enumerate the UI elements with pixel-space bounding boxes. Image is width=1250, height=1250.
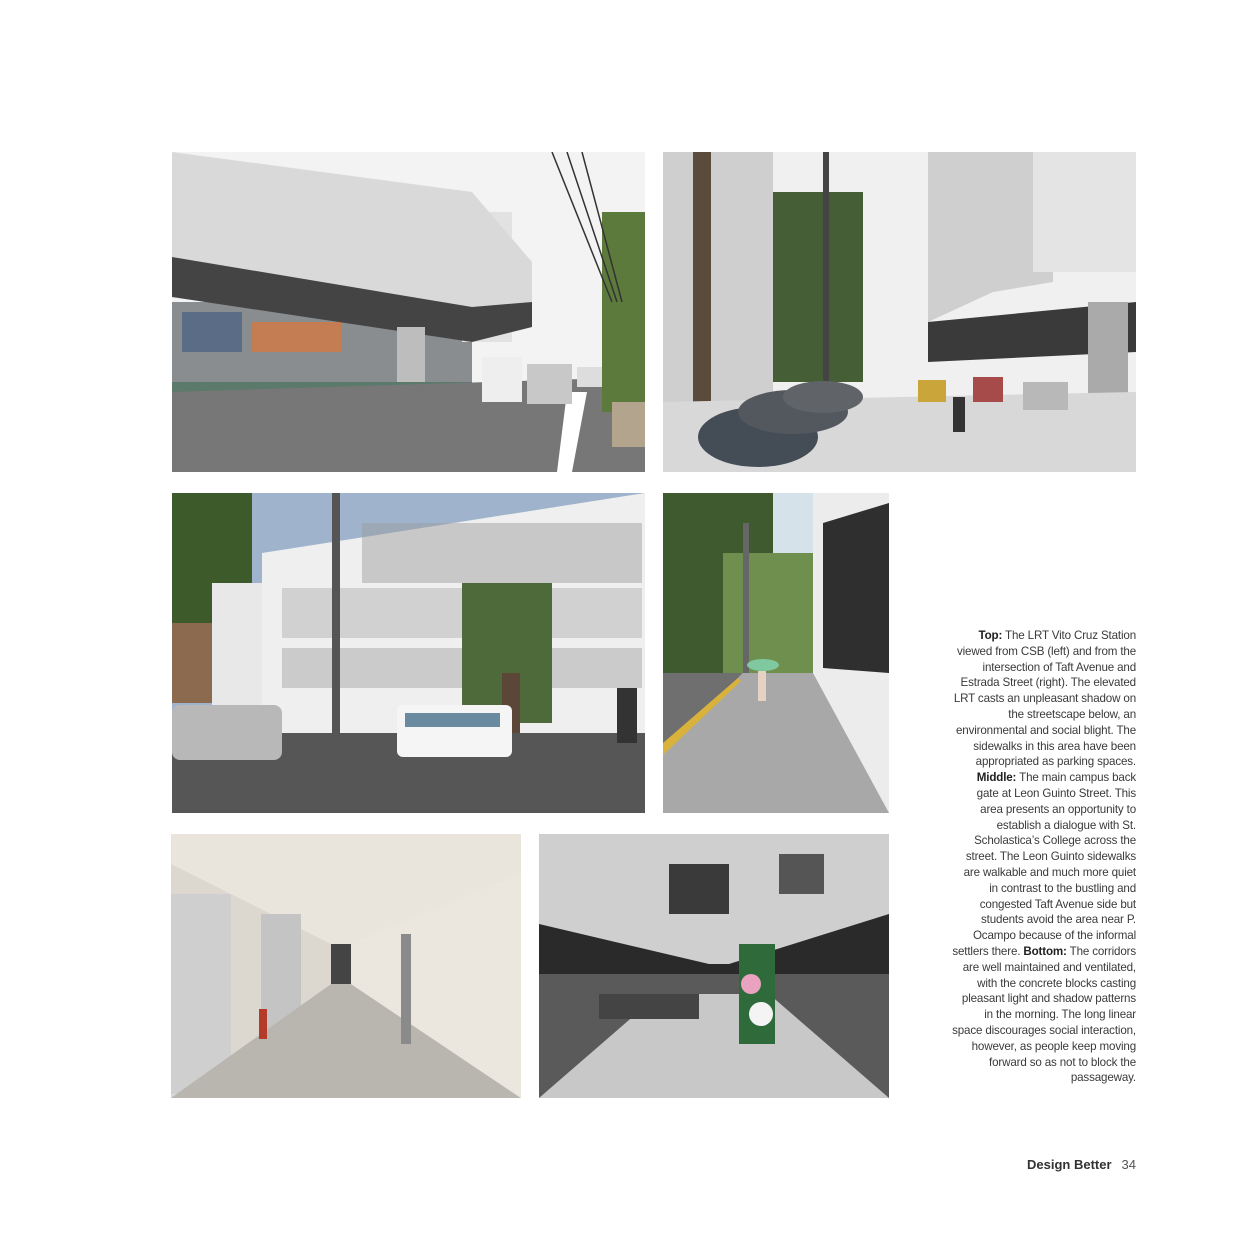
photo-leon-guinto-sidewalk xyxy=(663,493,889,813)
caption-middle-text: The main campus back gate at Leon Guinto Street. This area presents an opportunity to establish a dialogue with St. Scholastica’s College across the street. The Leon Guinto sidewalks are walkable and much more quiet in contrast to the bustling and congested Taft Avenue side but students avoid the area near P. Ocampo because of the informal settlers there. xyxy=(952,771,1136,958)
photo-leon-guinto-back-gate xyxy=(172,493,645,813)
caption-top-text: The LRT Vito Cruz Station viewed from CSB (left) and from the intersection of Taft Avenue and Estrada Street (right). The elevated LRT casts an unpleasant shadow on the streetscape below, an environmental and social blight. The sidewalks in this area have been appropriated as parking spaces. xyxy=(953,629,1136,769)
photo-ground-floor-passageway xyxy=(539,834,889,1098)
caption-bottom-label: Bottom: xyxy=(1023,944,1067,958)
photo-taft-estrada-intersection xyxy=(663,152,1136,472)
page-number: 34 xyxy=(1121,1157,1136,1172)
caption-bottom-text: The corridors are well maintained and ventilated, with the concrete blocks casting pleasant light and shadow patterns in the morning. The long linear space discourages social interaction, however, as people keep moving forward so as not to block the passageway. xyxy=(952,944,1136,1085)
page-footer xyxy=(900,1157,1136,1172)
caption-top-label: Top: xyxy=(978,629,1003,642)
photo-breeze-block-corridor xyxy=(171,834,521,1098)
photo-caption xyxy=(952,628,1136,1086)
caption-middle-label: Middle: xyxy=(976,771,1017,785)
publication-title: Design Better xyxy=(1027,1157,1112,1172)
photo-lrt-station-from-csb xyxy=(172,152,645,472)
